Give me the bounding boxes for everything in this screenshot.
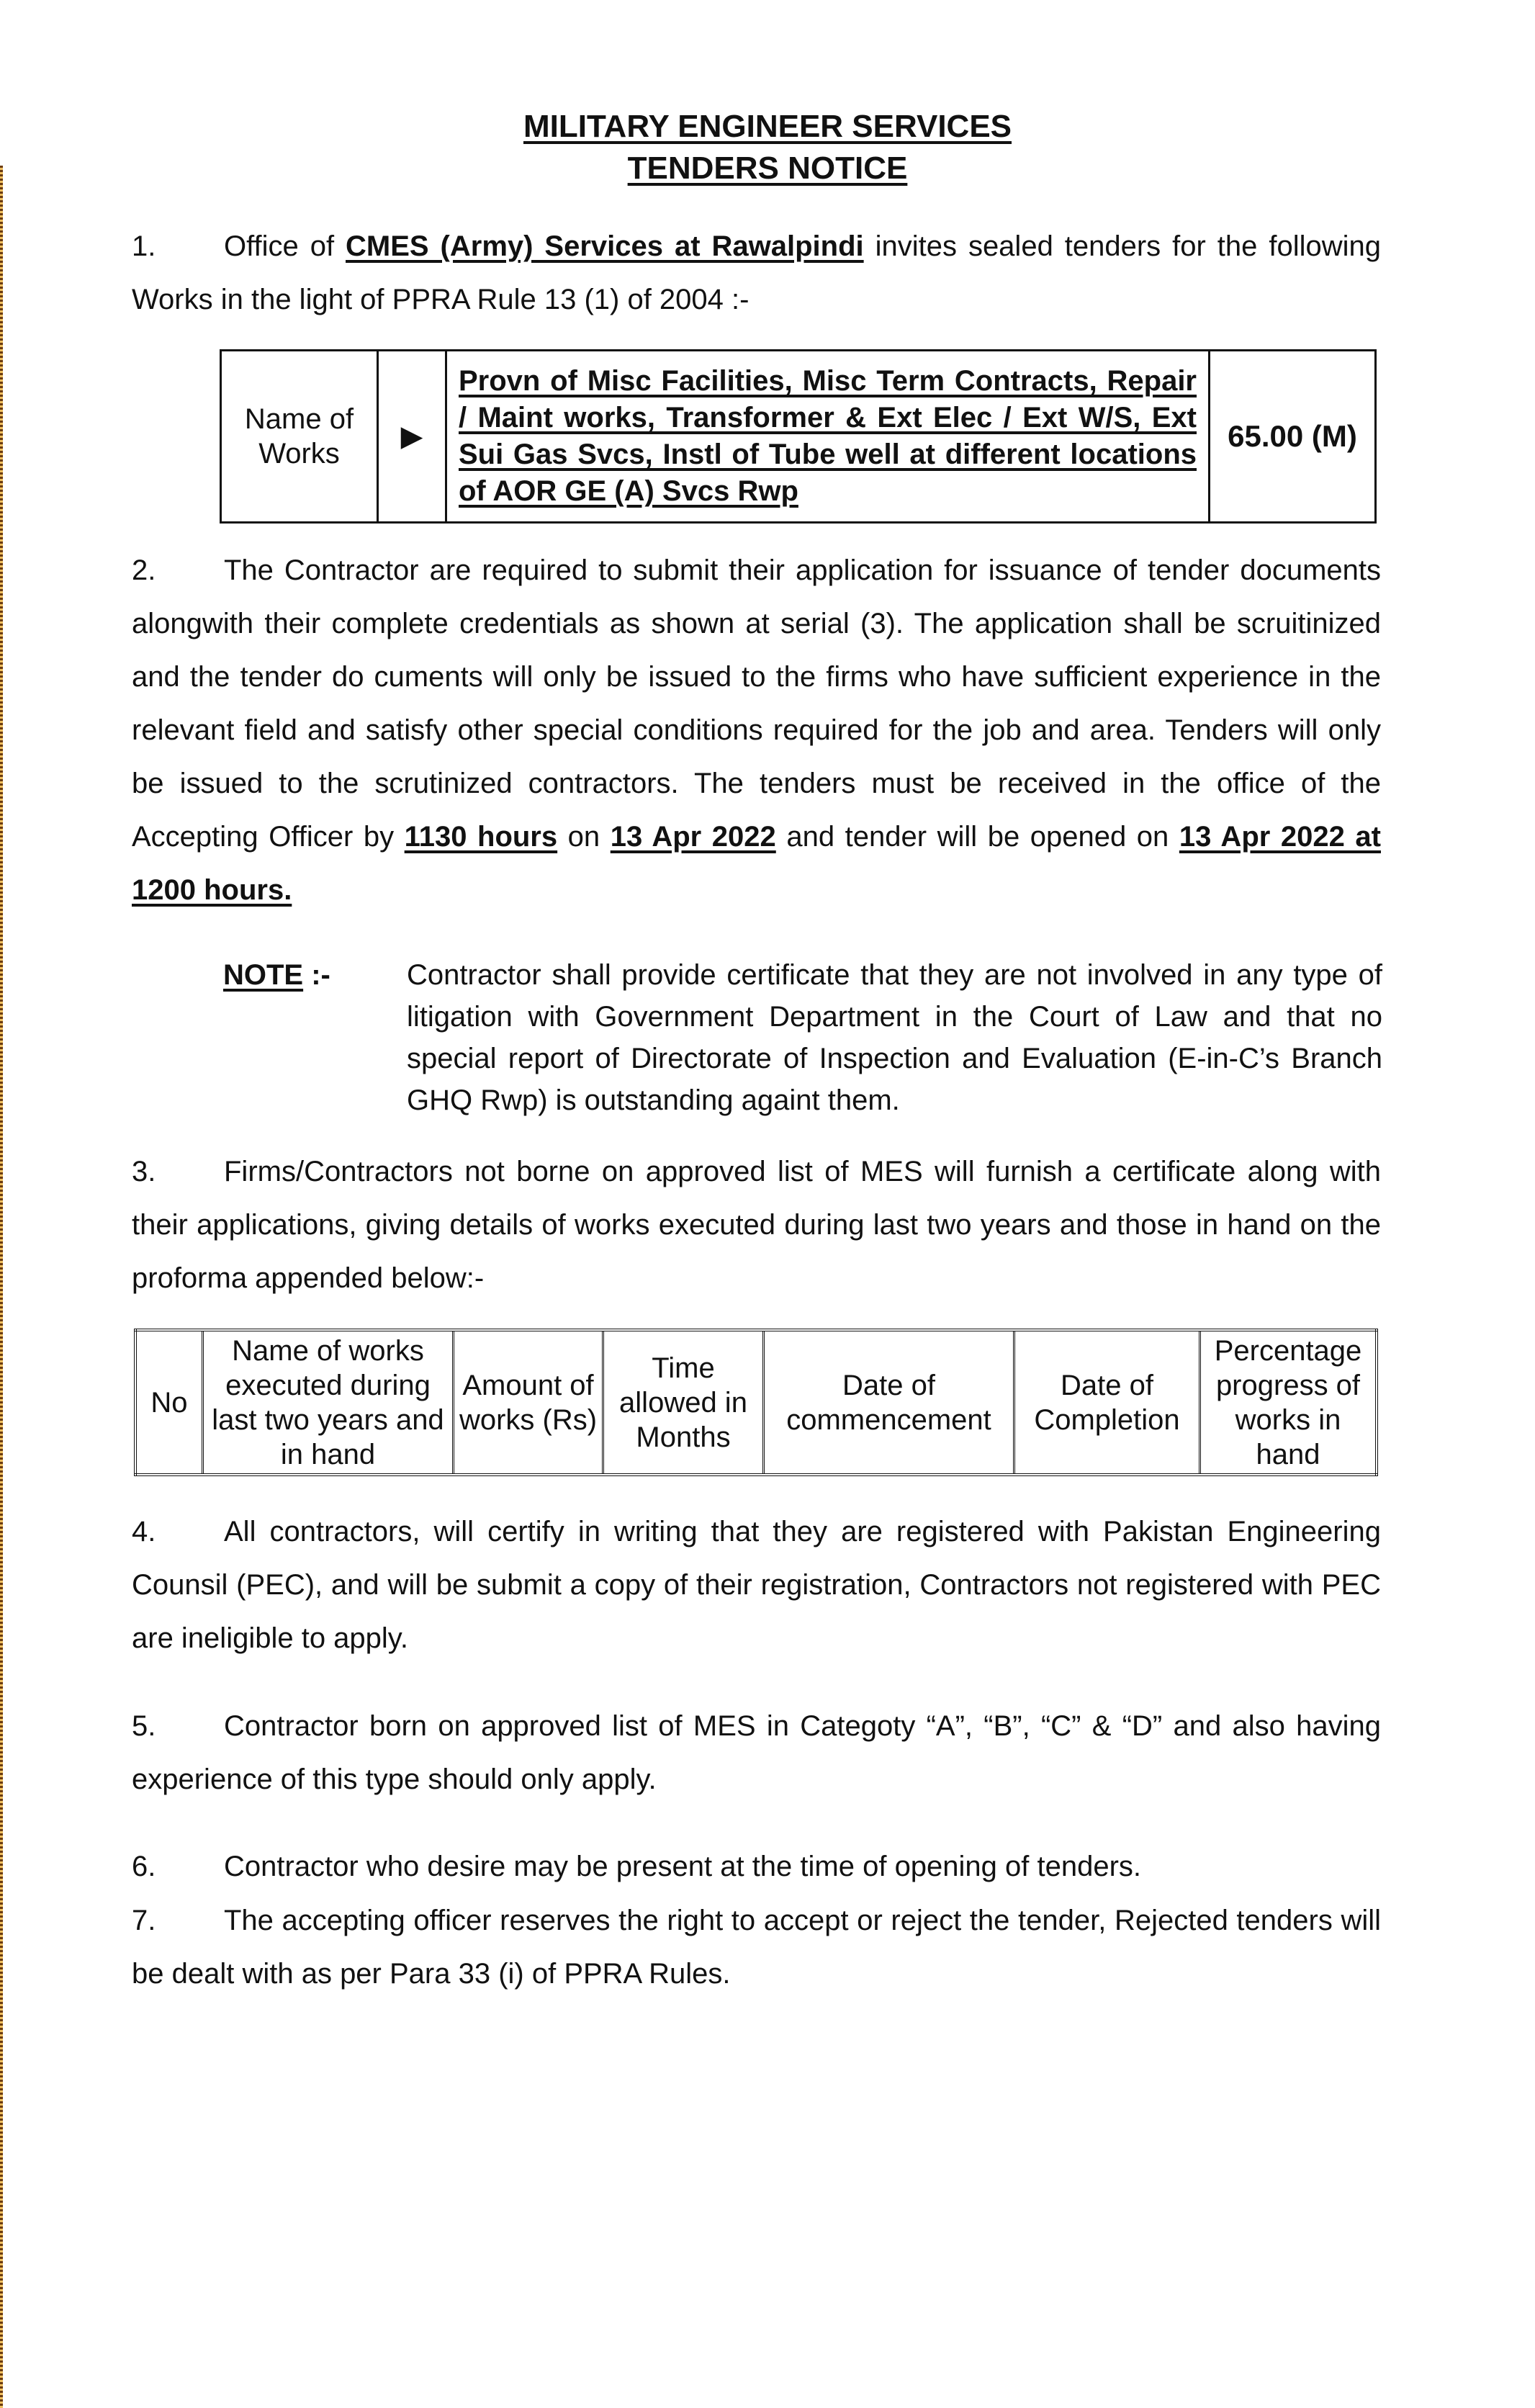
header-cell: Amount of works (Rs) [454,1330,603,1475]
paragraph-number: 1. [132,230,156,262]
paragraph-4: 4. All contractors, will certify in writing that they are registered with Pakistan Engineering Counsil (PEC), and will be submit a copy of their registration, Contractors not registered with PEC are ineligible to apply. [132,1505,1381,1665]
office-name: CMES (Army) Services at Rawalpindi [346,230,864,262]
paragraph-2: 2. The Contractor are required to submit their application for issuance of tender documents alongwith their complete credentials as shown at serial (3). The application shall be scruitinized and the tender do cuments will only be issued to the firms who have sufficient experience in the relevant field and satisfy other special conditions required for the job and area. Tenders will only be issued to the scrutinized contractors. The tenders must be received in the office of the Accepting Officer by 1130 hours on 13 Apr 2022 and tender will be opened on 13 Apr 2022 at 1200 hours. [132,544,1381,917]
header-cell: Percentage progress of works in hand [1200,1330,1377,1475]
works-label: Name of Works [221,351,378,523]
page-title: MILITARY ENGINEER SERVICES [523,109,1012,144]
paragraph-5: 5. Contractor born on approved list of MES in Categoty “A”, “B”, “C” & “D” and also having experience of this type should only apply. [132,1699,1381,1806]
receipt-date: 13 Apr 2022 [610,821,776,853]
receipt-time: 1130 hours [404,821,558,853]
opening-datetime: 13 Apr 2022 at 1200 hours. [132,821,1381,906]
paragraph-1: 1. Office of CMES (Army) Services at Rawalpindi invites sealed tenders for the following Works in the light of PPRA Rule 13 (1) of 2004 :- [132,220,1381,326]
paragraph-6: 6. Contractor who desire may be present at the time of opening of tenders. [132,1840,1381,1893]
paragraph-number: 5. [132,1710,156,1742]
paragraph-number: 7. [132,1905,156,1936]
note-label: NOTE :- [223,959,330,991]
paragraph-number: 6. [132,1851,156,1882]
paragraph-number: 4. [132,1516,156,1547]
arrow-right-icon: ▶ [378,351,446,523]
works-table [220,349,1377,524]
paragraph-number: 2. [132,554,156,586]
header-cell: Name of works executed during last two years and in hand [203,1330,454,1475]
paragraph-3: 3. Firms/Contractors not borne on approved list of MES will furnish a certificate along with their applications, giving details of works executed during last two years and those in hand on the proforma appended below:- [132,1145,1381,1305]
header-cell: Date of commencement [764,1330,1014,1475]
paragraph-number: 3. [132,1156,156,1187]
table-header-row [135,1330,1377,1475]
works-description: Provn of Misc Facilities, Misc Term Contracts, Repair / Maint works, Transformer & Ext Elec / Ext W/S, Ext Sui Gas Svcs, Instl of Tube well at different locations of AOR GE (A) Svcs Rwp [446,351,1210,523]
header-cell: Time allowed in Months [603,1330,764,1475]
proforma-table [134,1329,1378,1476]
works-amount: 65.00 (M) [1210,351,1376,523]
paragraph-7: 7. The accepting officer reserves the right to accept or reject the tender, Rejected tenders will be dealt with as per Para 33 (i) of PPRA Rules. [132,1894,1381,2000]
header-cell: No [135,1330,203,1475]
scan-edge [0,166,3,2408]
note-block [223,954,1382,1121]
note-text: Contractor shall provide certificate that they are not involved in any type of litigation with Government Department in the Court of Law and that no special report of Directorate of Inspection and Evaluation (E-in-C’s Branch GHQ Rwp) is outstanding againt them. [407,959,1382,1116]
header-cell: Date of Completion [1014,1330,1200,1475]
page-subtitle: TENDERS NOTICE [627,150,908,186]
